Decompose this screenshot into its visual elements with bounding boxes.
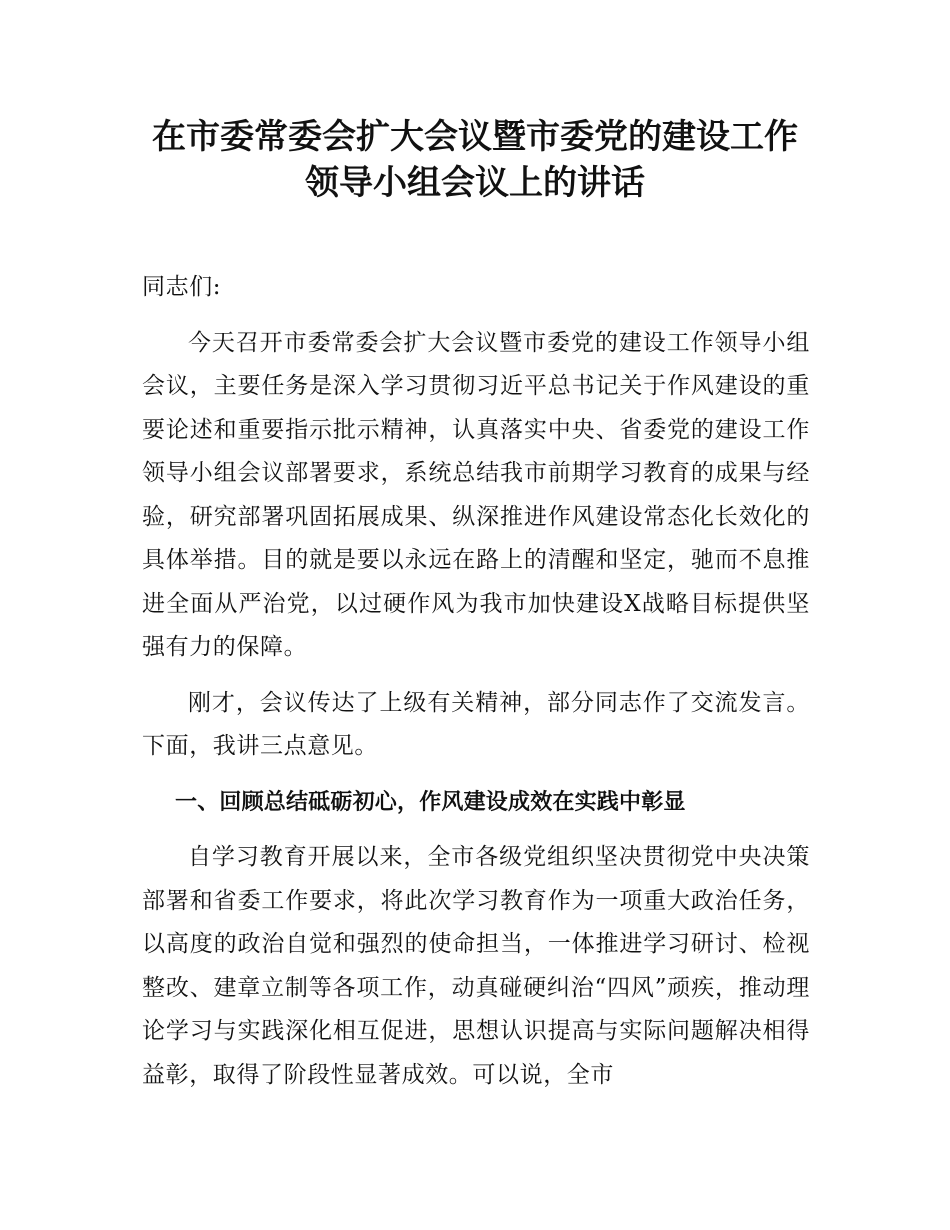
paragraph-section-1: 自学习教育开展以来，全市各级党组织坚决贯彻党中央决策部署和省委工作要求，将此次学习教育作为一项重大政治任务，以高度的政治自觉和强烈的使命担当，一体推进学习研讨、检视整改、建章立制等各项工作，动真碰硬纠治“四风”顽疾，推动理论学习与实践深化相互促进，思想认识提高与实际问题解决相得益彰，取得了阶段性显著成效。可以说，全市 — [142, 844, 810, 1088]
paragraph-transition: 刚才，会议传达了上级有关精神，部分同志作了交流发言。下面，我讲三点意见。 — [142, 689, 810, 759]
salutation: 同志们: — [142, 274, 222, 300]
section-heading-1: 一、回顾总结砥砺初心，作风建设成效在实践中彰显 — [175, 789, 686, 815]
document-title-line-2: 领导小组会议上的讲话 — [305, 163, 645, 203]
document-body — [142, 266, 810, 1109]
document-title-line-1: 在市委常委会扩大会议暨市委党的建设工作 — [152, 117, 798, 157]
paragraph-opening: 今天召开市委常委会扩大会议暨市委党的建设工作领导小组会议，主要任务是深入学习贯彻习近平总书记关于作风建设的重要论述和重要指示批示精神，认真落实中央、省委党的建设工作领导小组会议部署要求，系统总结我市前期学习教育的成果与经验，研究部署巩固拓展成果、纵深推进作风建设常态化长效化的具体举措。目的就是要以永远在路上的清醒和坚定，驰而不息推进全面从严治党，以过硬作风为我市加快建设X战略目标提供坚强有力的保障。 — [142, 329, 810, 660]
